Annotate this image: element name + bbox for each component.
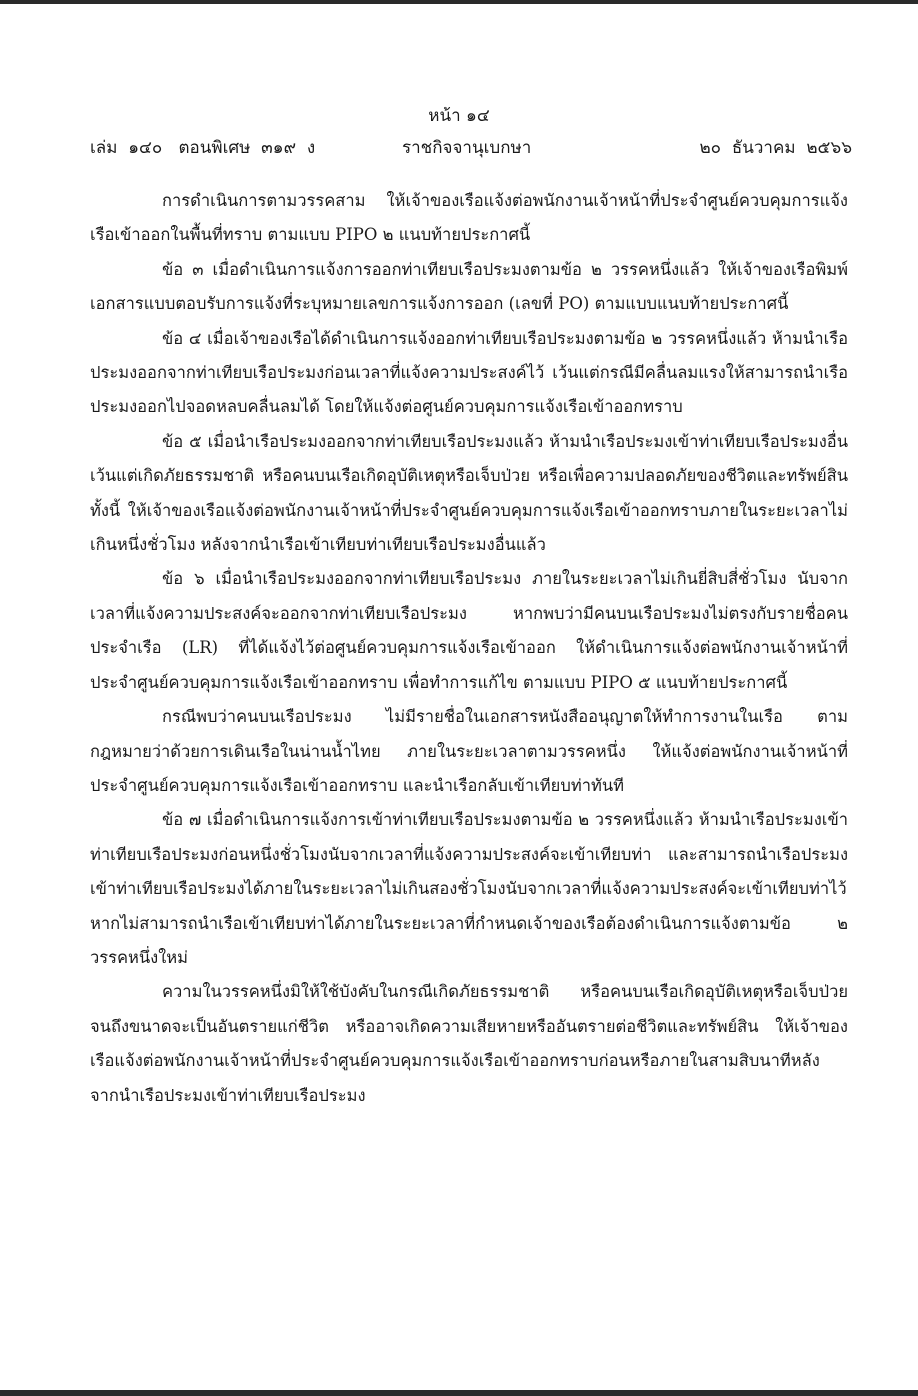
paragraph-clause-7: ข้อ ๗ เมื่อดำเนินการแจ้งการเข้าท่าเทียบเรือประมงตามข้อ ๒ วรรคหนึ่งแล้ว ห้ามนำเรือประมงเข้าท่าเทียบเรือประมงก่อนหนึ่งชั่วโมงนับจากเวลาที่แจ้งความประสงค์จะเข้าเทียบท่า และสามารถนำเรือประมงเข้าท่าเทียบเรือประมงได้ภายในระยะเวลาไม่เกินสองชั่วโมงนับจากเวลาที่แจ้งความประสงค์จะเข้าเทียบท่าไว้ หากไม่สามารถนำเรือเข้าเทียบท่าได้ภายในระยะเวลาที่กำหนดเจ้าของเรือต้องดำเนินการแจ้งตามข้อ ๒ วรรคหนึ่งใหม่ — [90, 810, 848, 967]
paragraph-clause-5: ข้อ ๕ เมื่อนำเรือประมงออกจากท่าเทียบเรือประมงแล้ว ห้ามนำเรือประมงเข้าท่าเทียบเรือประมงอื่น เว้นแต่เกิดภัยธรรมชาติ หรือคนบนเรือเกิดอุบัติเหตุหรือเจ็บป่วย หรือเพื่อความปลอดภัยของชีวิตและทรัพย์สิน ทั้งนี้ ให้เจ้าของเรือแจ้งต่อพนักงานเจ้าหน้าที่ประจำศูนย์ควบคุมการแจ้งเรือเข้าออกทราบภายในระยะเวลาไม่เกินหนึ่งชั่วโมง หลังจากนำเรือเข้าเทียบท่าเทียบเรือประมงอื่นแล้ว — [90, 431, 848, 555]
top-border — [0, 0, 918, 4]
bottom-border — [0, 1390, 918, 1396]
publication-date: ๒๐ ธันวาคม ๒๕๖๖ — [699, 138, 852, 158]
document-body — [90, 184, 848, 1113]
paragraph-clause-6-2: กรณีพบว่าคนบนเรือประมง ไม่มีรายชื่อในเอกสารหนังสืออนุญาตให้ทำการงานในเรือ ตามกฎหมายว่าด้วยการเดินเรือในน่านน้ำไทย ภายในระยะเวลาตามวรรคหนึ่ง ให้แจ้งต่อพนักงานเจ้าหน้าที่ประจำศูนย์ควบคุมการแจ้งเรือเข้าออกทราบ และนำเรือกลับเข้าเทียบท่าทันที — [90, 707, 848, 795]
publication-title: ราชกิจจานุเบกษา — [402, 138, 532, 158]
paragraph-clause-7-2: ความในวรรคหนึ่งมิให้ใช้บังคับในกรณีเกิดภัยธรรมชาติ หรือคนบนเรือเกิดอุบัติเหตุหรือเจ็บป่วยจนถึงขนาดจะเป็นอันตรายแก่ชีวิต หรืออาจเกิดความเสียหายหรืออันตรายต่อชีวิตและทรัพย์สิน ให้เจ้าของเรือแจ้งต่อพนักงานเจ้าหน้าที่ประจำศูนย์ควบคุมการแจ้งเรือเข้าออกทราบก่อนหรือภายในสามสิบนาทีหลังจากนำเรือประมงเข้าท่าเทียบเรือประมง — [90, 982, 848, 1105]
paragraph-clause-6: ข้อ ๖ เมื่อนำเรือประมงออกจากท่าเทียบเรือประมง ภายในระยะเวลาไม่เกินยี่สิบสี่ชั่วโมง นับจากเวลาที่แจ้งความประสงค์จะออกจากท่าเทียบเรือประมง หากพบว่ามีคนบนเรือประมงไม่ตรงกับรายชื่อคนประจำเรือ (LR) ที่ได้แจ้งไว้ต่อศูนย์ควบคุมการแจ้งเรือเข้าออก ให้ดำเนินการแจ้งต่อพนักงานเจ้าหน้าที่ประจำศูนย์ควบคุมการแจ้งเรือเข้าออกทราบ เพื่อทำการแก้ไข ตามแบบ PIPO ๕ แนบท้ายประกาศนี้ — [90, 569, 848, 692]
paragraph-1: การดำเนินการตามวรรคสาม ให้เจ้าของเรือแจ้งต่อพนักงานเจ้าหน้าที่ประจำศูนย์ควบคุมการแจ้งเรือเข้าออกในพื้นที่ทราบ ตามแบบ PIPO ๒ แนบท้ายประกาศนี้ — [90, 191, 848, 245]
paragraph-clause-3: ข้อ ๓ เมื่อดำเนินการแจ้งการออกท่าเทียบเรือประมงตามข้อ ๒ วรรคหนึ่งแล้ว ให้เจ้าของเรือพิมพ์เอกสารแบบตอบรับการแจ้งที่ระบุหมายเลขการแจ้งการออก (เลขที่ PO) ตามแบบแนบท้ายประกาศนี้ — [90, 259, 848, 314]
gazette-header — [90, 134, 852, 158]
volume-issue: เล่ม ๑๔๐ ตอนพิเศษ ๓๑๙ ง — [90, 138, 316, 158]
page-number: หน้า ๑๔ — [428, 106, 490, 126]
paragraph-clause-4: ข้อ ๔ เมื่อเจ้าของเรือได้ดำเนินการแจ้งออกท่าเทียบเรือประมงตามข้อ ๒ วรรคหนึ่งแล้ว ห้ามนำเรือประมงออกจากท่าเทียบเรือประมงก่อนเวลาที่แจ้งความประสงค์ไว้ เว้นแต่กรณีมีคลื่นลมแรงให้สามารถนำเรือประมงออกไปจอดหลบคลื่นลมได้ โดยให้แจ้งต่อศูนย์ควบคุมการแจ้งเรือเข้าออกทราบ — [90, 328, 848, 417]
